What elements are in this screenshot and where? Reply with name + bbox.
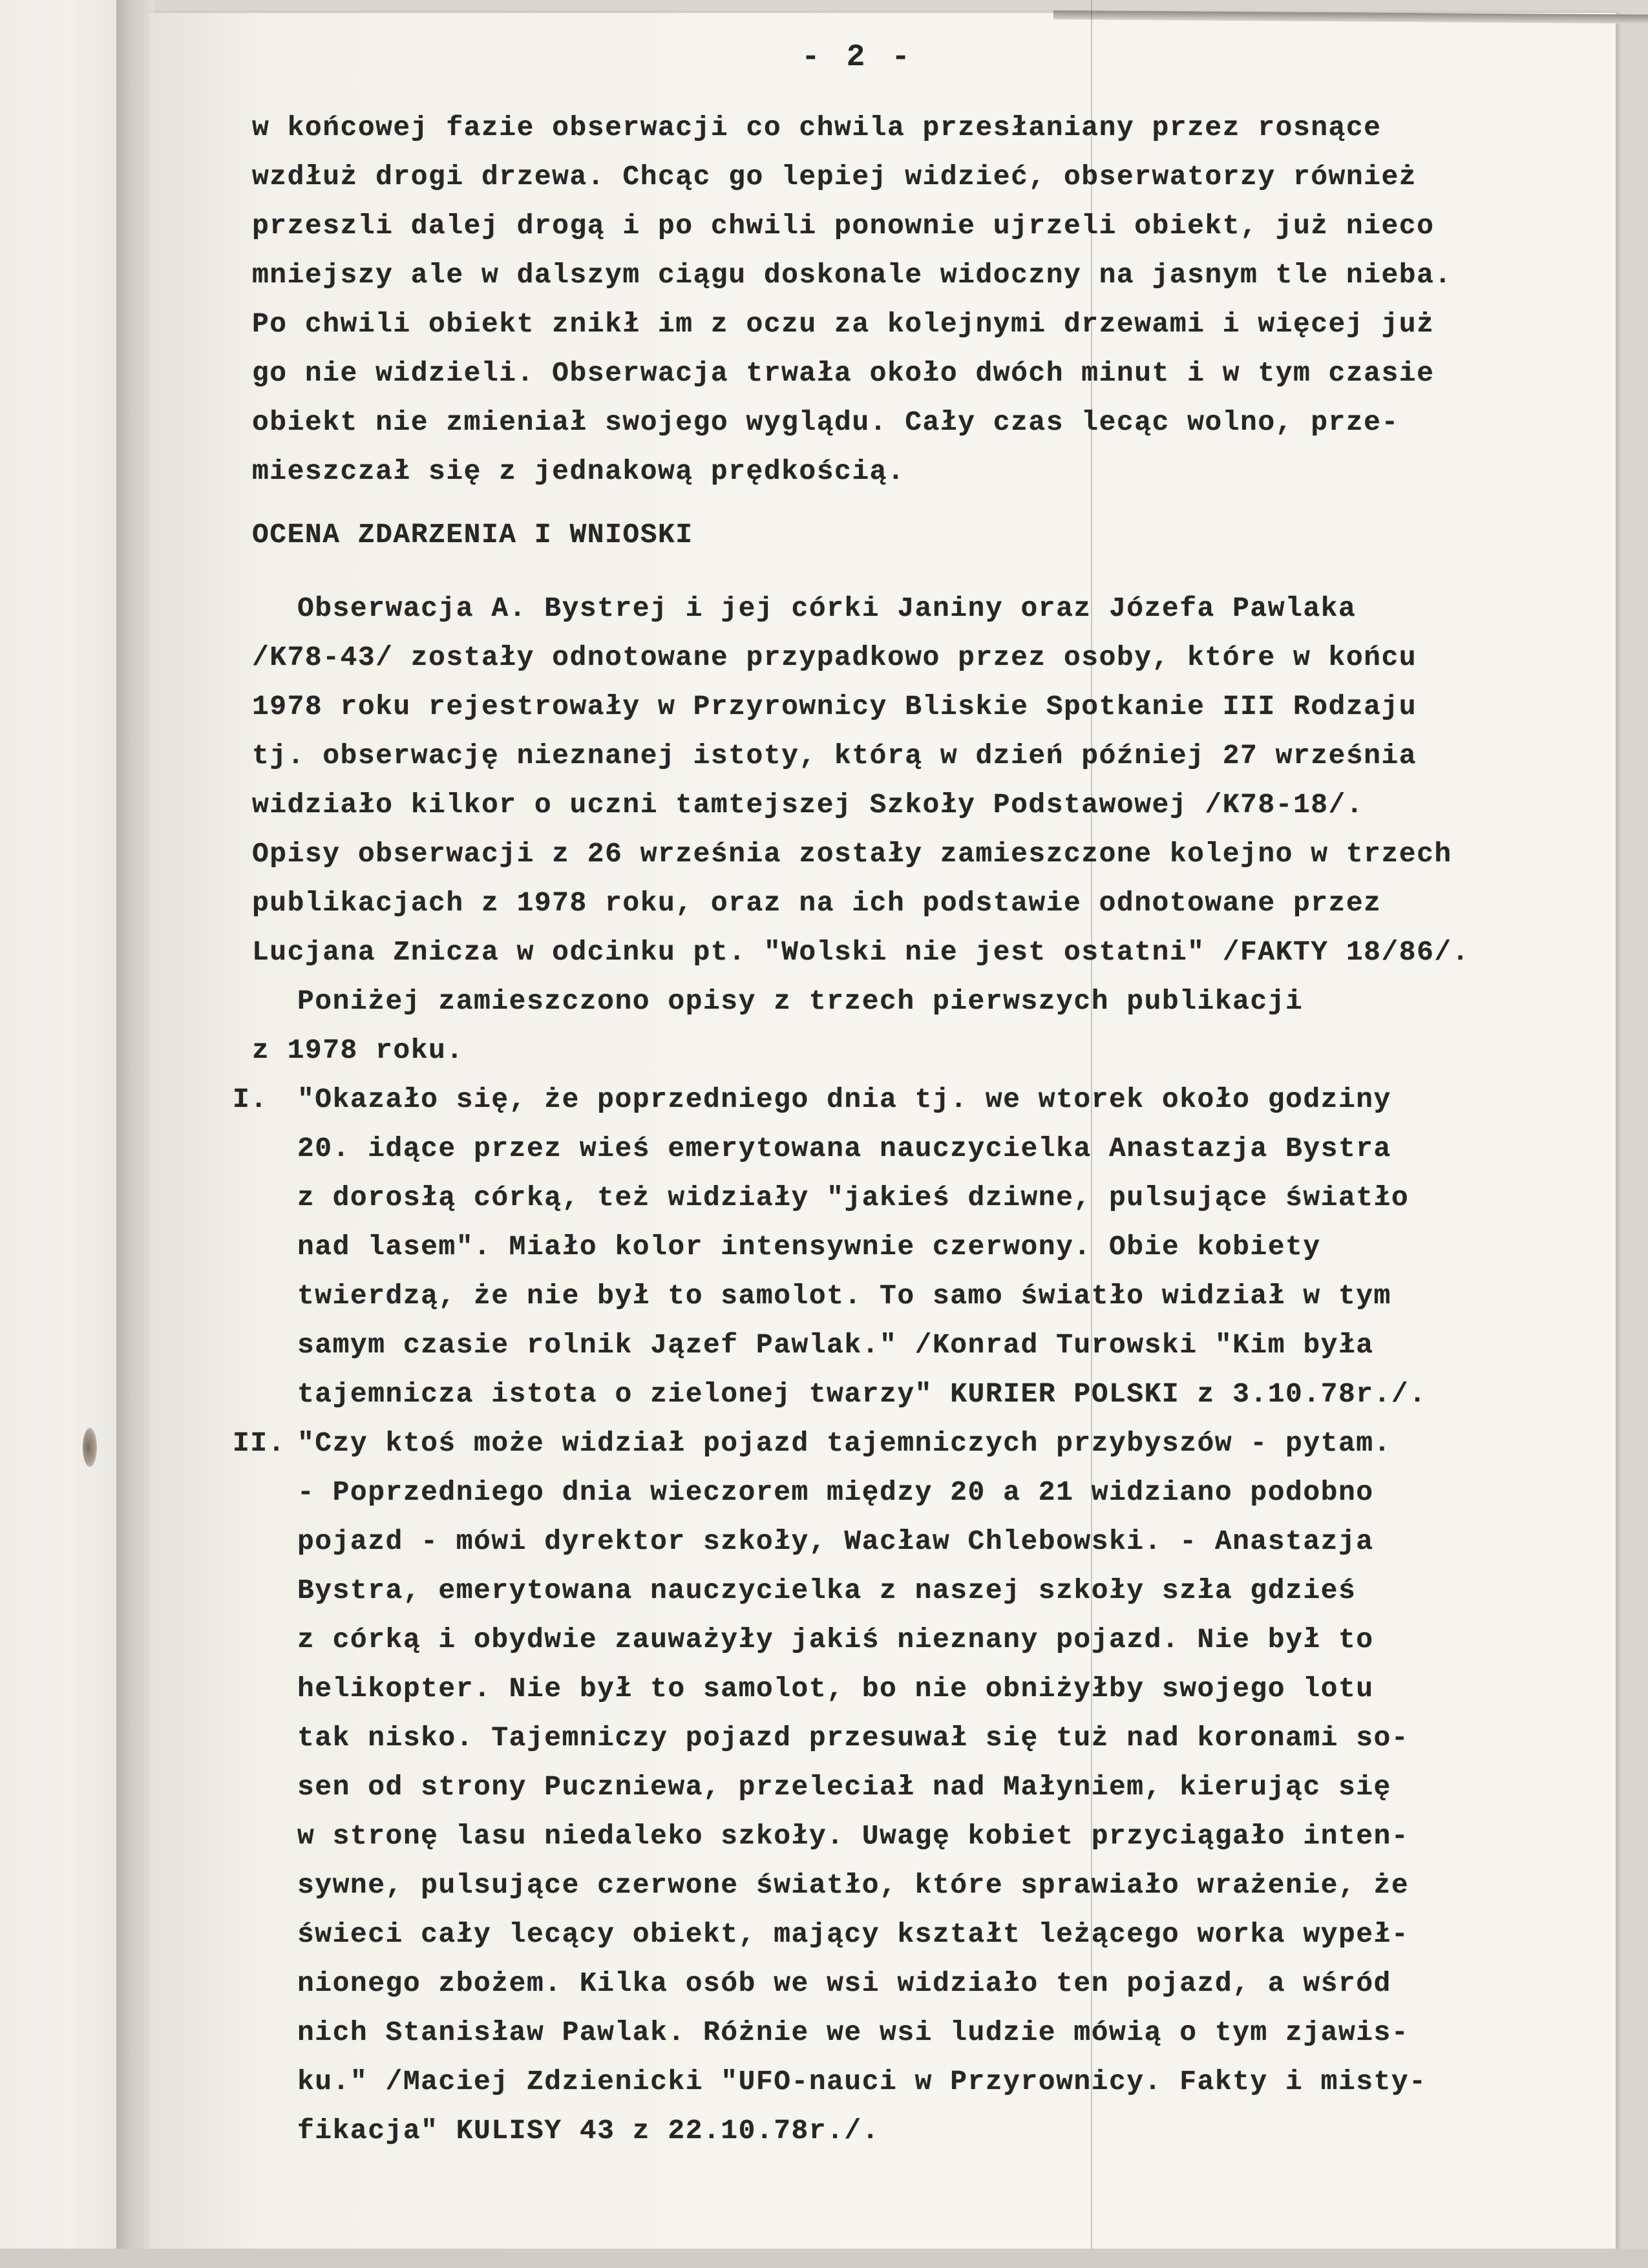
text-line: obiekt nie zmieniał swojego wyglądu. Cały czas lecąc wolno, prze- [252,406,1399,438]
quote-line: nad lasem". Miało kolor intensywnie czerwony. Obie kobiety [297,1231,1321,1263]
quote-line: tak nisko. Tajemniczy pojazd przesuwał się tuż nad koronami so- [297,1722,1410,1754]
section-heading: OCENA ZDARZENIA I WNIOSKI [252,519,693,551]
text-line: Po chwili obiekt znikł im z oczu za kolejnymi drzewami i więcej już [252,308,1435,340]
text-line: mniejszy ale w dalszym ciągu doskonale widoczny na jasnym tle nieba. [252,259,1452,291]
quote-line: w stronę lasu niedaleko szkoły. Uwagę kobiet przyciągało inten- [297,1820,1410,1852]
page-stack-edge [1053,10,1648,25]
quote-block-1 [233,1075,1470,1419]
quote-line: samym czasie rolnik Jązef Pawlak." /Konrad Turowski "Kim była [297,1329,1374,1361]
text-line: z 1978 roku. [252,1034,464,1066]
quote-line: Bystra, emerytowana nauczycielka z naszej szkoły szła gdzieś [297,1575,1357,1606]
text-line: wzdłuż drogi drzewa. Chcąc go lepiej widzieć, obserwatorzy również [252,161,1417,193]
text-line: /K78-43/ zostały odnotowane przypadkowo przez osoby, które w końcu [252,642,1417,673]
quote-line: tajemnicza istota o zielonej twarzy" KURIER POLSKI z 3.10.78r./. [297,1378,1427,1410]
text-line: tj. obserwację nieznanej istoty, którą w dzień później 27 września [252,740,1417,772]
quotes-intro-paragraph [252,977,1470,1075]
text-line: publikacjach z 1978 roku, oraz na ich podstawie odnotowane przez [252,887,1382,919]
quote-line: z córką i obydwie zauważyły jakiś nieznany pojazd. Nie był to [297,1624,1374,1655]
quote-line: twierdzą, że nie był to samolot. To samo światło widział w tym [297,1280,1391,1312]
quote-numeral: II. [233,1427,286,1459]
spacer [252,560,1470,584]
main-section [233,510,1470,2156]
quote-line: nich Stanisław Pawlak. Różnie we wsi ludzie mówią o tym zjawis- [297,2017,1410,2048]
text-line: przeszli dalej drogą i po chwili ponownie ujrzeli obiekt, już nieco [252,210,1435,242]
quote-line: ku." /Maciej Zdzienicki "UFO-nauci w Przyrownicy. Fakty i misty- [297,2066,1427,2097]
text-line: widziało kilkor o uczni tamtejszej Szkoły Podstawowej /K78-18/. [252,789,1364,821]
text-line: Lucjana Znicza w odcinku pt. "Wolski nie jest ostatni" /FAKTY 18/86/. [252,936,1470,968]
binder-hole [83,1428,97,1467]
text-line: w końcowej fazie obserwacji co chwila przesłaniany przez rosnące [252,112,1382,143]
quote-line: nionego zbożem. Kilka osób we wsi widziało ten pojazd, a wśród [297,1968,1391,1999]
assessment-paragraph [252,584,1470,977]
quote-line: pojazd - mówi dyrektor szkoły, Wacław Chlebowski. - Anastazja [297,1526,1374,1557]
page-number: - 2 - [801,40,914,75]
quote-line: świeci cały lecący obiekt, mający kształt leżącego worka wypeł- [297,1918,1410,1950]
intro-paragraph [252,103,1452,496]
quote-line: "Czy ktoś może widział pojazd tajemniczych przybyszów - pytam. [297,1427,1391,1459]
text-line: Obserwacja A. Bystrej i jej córki Janiny oraz Józefa Pawlaka [297,593,1357,624]
quote-block-2 [233,1419,1470,2156]
quote-numeral: I. [233,1084,268,1115]
quote-line: fikacja" KULISY 43 z 22.10.78r./. [297,2115,880,2147]
quote-line: sywne, pulsujące czerwone światło, które sprawiało wrażenie, że [297,1869,1410,1901]
quote-line: sen od strony Puczniewa, przeleciał nad Małyniem, kierując się [297,1771,1391,1803]
text-line: Opisy obserwacji z 26 września zostały zamieszczone kolejno w trzech [252,838,1452,870]
quote-line: "Okazało się, że poprzedniego dnia tj. we wtorek około godziny [297,1084,1391,1115]
text-line: mieszczał się z jednakową prędkością. [252,456,905,487]
text-line: 1978 roku rejestrowały w Przyrownicy Bliskie Spotkanie III Rodzaju [252,691,1417,722]
quote-line: - Poprzedniego dnia wieczorem między 20 a 21 widziano podobno [297,1476,1374,1508]
quote-line: 20. idące przez wieś emerytowana nauczycielka Anastazja Bystra [297,1133,1391,1164]
previous-page-edge [0,0,120,2249]
quote-line: z dorosłą córką, też widziały "jakieś dziwne, pulsujące światło [297,1182,1410,1213]
text-line: Poniżej zamieszczono opisy z trzech pierwszych publikacji [297,985,1304,1017]
scan-bottom-edge [0,2249,1648,2268]
quote-line: helikopter. Nie był to samolot, bo nie obniżyłby swojego lotu [297,1673,1374,1705]
text-line: go nie widzieli. Obserwacja trwała około dwóch minut i w tym czasie [252,357,1435,389]
